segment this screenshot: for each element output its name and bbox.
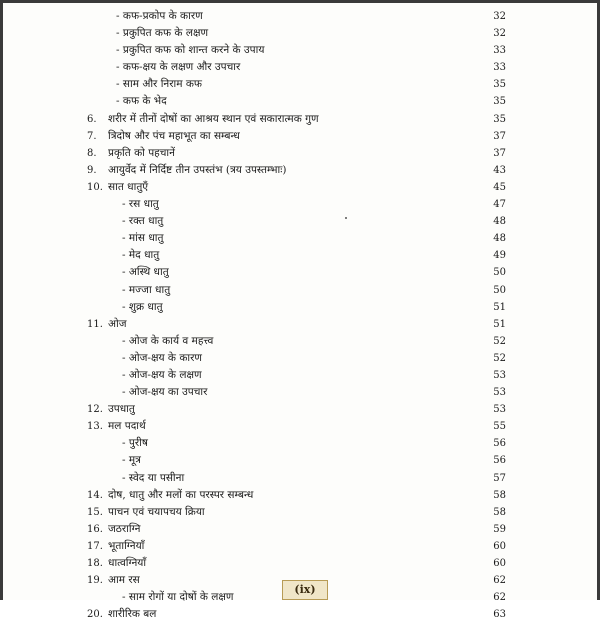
- entry-title: - मेद धातु: [122, 249, 160, 262]
- entry-page-number: 52: [493, 335, 506, 347]
- entry-title: - कफ-क्षय के लक्षण और उपचार: [116, 61, 241, 74]
- entry-title: - मूत्र: [122, 454, 141, 467]
- toc-entry: [0, 316, 600, 333]
- entry-page-number: 60: [493, 558, 506, 569]
- entry-title: - प्रकुपित कफ के लक्षण: [116, 27, 209, 40]
- entry-number: 17.: [87, 540, 103, 552]
- entry-title: - कफ के भेद: [116, 95, 167, 108]
- entry-title: भूताग्नियाँ: [108, 539, 145, 552]
- entry-number: 16.: [87, 523, 103, 535]
- entry-title: आयुर्वेद में निर्दिष्ट तीन उपस्तंभ (त्रय उपस्तम्भाः): [108, 163, 287, 176]
- entry-title: - मज्जा धातु: [122, 283, 171, 296]
- entry-page-number: 43: [493, 164, 506, 176]
- entry-page-number: 49: [493, 250, 506, 262]
- entry-page-number: 37: [493, 130, 506, 142]
- entry-title: - साम और निराम कफ: [116, 78, 203, 91]
- entry-title: त्रिदोष और पंच महाभूत का सम्बन्ध: [108, 129, 240, 142]
- entry-page-number: 53: [493, 369, 506, 381]
- entry-page-number: 62: [493, 592, 506, 604]
- entry-page-number: 56: [493, 455, 506, 467]
- entry-title: मल पदार्थ: [108, 420, 146, 433]
- entry-title: - शुक्र धातु: [122, 300, 163, 313]
- entry-title: - रस धातु: [122, 198, 159, 211]
- entry-number: 11.: [87, 318, 103, 330]
- entry-page-number: 63: [493, 609, 506, 621]
- entry-page-number: 35: [493, 79, 506, 91]
- entry-page-number: 35: [493, 96, 506, 108]
- toc-entry: [0, 213, 600, 230]
- entry-title: पाचन एवं चयापचय क्रिया: [108, 505, 205, 518]
- entry-page-number: 58: [493, 489, 506, 501]
- entry-page-number: 48: [493, 233, 506, 245]
- entry-page-number: 32: [493, 28, 506, 40]
- page-number-badge: (ix): [282, 580, 328, 600]
- entry-page-number: 56: [493, 438, 506, 450]
- toc-entry: [0, 230, 600, 247]
- toc-entry: [0, 179, 600, 196]
- toc-entry: [0, 470, 600, 487]
- toc-entry: [0, 282, 600, 299]
- toc-entry: [0, 8, 600, 25]
- entry-page-number: 52: [493, 352, 506, 364]
- entry-title: शरीर में तीनों दोषों का आश्रय स्थान एवं सकारात्मक गुण: [108, 112, 319, 125]
- toc-entry: [0, 538, 600, 555]
- toc-entry: [0, 145, 600, 162]
- table-of-contents: [0, 8, 600, 623]
- entry-number: 10.: [87, 181, 103, 193]
- entry-title: उपधातु: [108, 403, 135, 416]
- entry-page-number: 51: [493, 318, 506, 330]
- toc-entry: [0, 521, 600, 538]
- toc-entry: [0, 93, 600, 110]
- entry-title: सात धातुएँ: [108, 180, 149, 193]
- entry-page-number: 62: [493, 575, 506, 587]
- entry-title: - अस्थि धातु: [122, 266, 169, 279]
- entry-page-number: 60: [493, 540, 506, 552]
- entry-title: जठराग्नि: [108, 522, 141, 535]
- entry-page-number: 58: [493, 506, 506, 518]
- toc-entry: [0, 111, 600, 128]
- toc-entry: [0, 504, 600, 521]
- entry-page-number: 53: [493, 404, 506, 416]
- entry-title: प्रकृति को पहचानें: [108, 146, 175, 159]
- entry-page-number: 33: [493, 45, 506, 57]
- toc-entry: [0, 401, 600, 418]
- entry-title: - प्रकुपित कफ को शान्त करने के उपाय: [116, 44, 265, 57]
- entry-title: - पुरीष: [122, 437, 148, 450]
- toc-entry: [0, 367, 600, 384]
- entry-title: शारीरिक बल: [108, 608, 157, 621]
- entry-title: - रक्त धातु: [122, 215, 164, 228]
- entry-number: 18.: [87, 558, 103, 569]
- toc-entry: [0, 25, 600, 42]
- entry-number: 6.: [87, 113, 97, 125]
- entry-title: - ओज के कार्य व महत्त्व: [122, 334, 214, 347]
- toc-entry: [0, 128, 600, 145]
- toc-entry: [0, 418, 600, 435]
- entry-page-number: 32: [493, 11, 506, 22]
- toc-entry: [0, 196, 600, 213]
- toc-entry: [0, 384, 600, 401]
- entry-number: 7.: [87, 130, 97, 142]
- entry-title: आम रस: [108, 574, 140, 587]
- entry-page-number: 53: [493, 387, 506, 399]
- entry-number: 13.: [87, 421, 103, 433]
- toc-entry: [0, 555, 600, 572]
- entry-page-number: 33: [493, 62, 506, 74]
- toc-entry: [0, 333, 600, 350]
- entry-title: - साम रोगों या दोषों के लक्षण: [122, 591, 234, 604]
- entry-title: - ओज-क्षय के कारण: [122, 351, 202, 364]
- entry-title: दोष, धातु और मलों का परस्पर सम्बन्ध: [108, 488, 254, 501]
- entry-number: 12.: [87, 404, 103, 416]
- entry-page-number: 47: [493, 199, 506, 211]
- entry-page-number: 50: [493, 284, 506, 296]
- entry-title: धात्वग्नियाँ: [108, 557, 147, 569]
- toc-entry: [0, 350, 600, 367]
- entry-number: 20.: [87, 609, 103, 621]
- entry-number: 15.: [87, 506, 103, 518]
- entry-title: - मांस धातु: [122, 232, 164, 245]
- toc-entry: [0, 162, 600, 179]
- entry-number: 14.: [87, 489, 103, 501]
- entry-title: ओज: [108, 317, 127, 330]
- toc-entry: [0, 264, 600, 281]
- entry-page-number: 57: [493, 472, 506, 484]
- entry-title: - ओज-क्षय का उपचार: [122, 386, 208, 399]
- toc-entry: [0, 487, 600, 504]
- toc-entry: [0, 435, 600, 452]
- entry-page-number: 45: [493, 181, 506, 193]
- toc-entry: [0, 299, 600, 316]
- toc-entry: [0, 42, 600, 59]
- entry-title: - ओज-क्षय के लक्षण: [122, 368, 202, 381]
- toc-entry: [0, 59, 600, 76]
- entry-title: - स्वेद या पसीना: [122, 471, 185, 484]
- entry-title: - कफ-प्रकोप के कारण: [116, 10, 203, 22]
- page-border-top: [0, 0, 600, 3]
- entry-page-number: 59: [493, 523, 506, 535]
- toc-entry: [0, 76, 600, 93]
- entry-number: 19.: [87, 575, 103, 587]
- toc-entry: [0, 247, 600, 264]
- entry-page-number: 48: [493, 216, 506, 228]
- entry-number: 8.: [87, 147, 97, 159]
- entry-page-number: 55: [493, 421, 506, 433]
- entry-number: 9.: [87, 164, 97, 176]
- entry-page-number: 37: [493, 147, 506, 159]
- entry-page-number: 35: [493, 113, 506, 125]
- toc-entry: [0, 606, 600, 623]
- entry-page-number: 50: [493, 267, 506, 279]
- toc-entry: [0, 452, 600, 469]
- entry-page-number: 51: [493, 301, 506, 313]
